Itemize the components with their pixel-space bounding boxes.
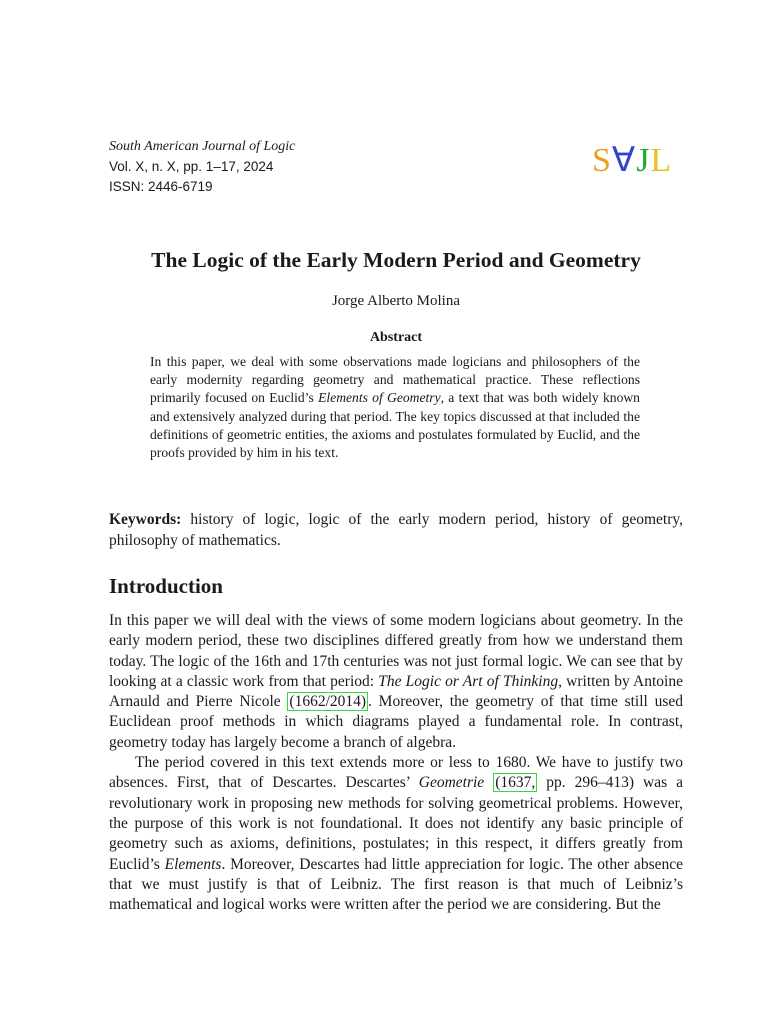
journal-logo [592, 143, 672, 179]
paper-author: Jorge Alberto Molina [331, 293, 461, 309]
introduction-body [109, 611, 683, 915]
journal-name: South American Journal of Logic [109, 139, 296, 154]
journal-header [109, 137, 569, 197]
keywords-text: history of logic, logic of the early modern period, history of geometry, philosophy of mathematics. [109, 511, 683, 549]
paragraph: In this paper we will deal with the views of some modern logicians about geometry. In the early modern period, these two disciplines differed greatly from how we understand them today. The logic of the 16th and 17th centuries was not just formal logic. We can see that by looking at a classic work from that period: The Logic or Art of Thinking, written by Antoine Arnauld and Pierre Nicole (1662/2014) . Moreover, the geometry of that time still used Euclidean proof methods in which diagrams played a fundamental role. In contrast, geometry today has largely become a branch of algebra. [109, 612, 683, 751]
logo-letter-l: L [650, 142, 673, 179]
abstract-text: In this paper, we deal with some observations made logicians and philosophers of the early modernity regarding geometry and mathematical practice. These reflections primarily focused on Euclid’s Elements of Geometry, a text that was both widely known and extensively analyzed during that period. The key topics discussed at that included the definitions of geometric entities, the axioms and postulates formulated by Euclid, and the proofs provided by him in his text. [150, 354, 640, 461]
paragraph: The period covered in this text extends more or less to 1680. We have to justify two absences. First, that of Descartes. Descartes’ Geometrie (1637, pp. 296–413) was a revolutionary work in proposing new methods for solving geometrical problems. However, the purpose of this work is not foundational. It does not identify any basic principle of geometry such as axioms, definitions, postulates; in this respect, it differs greatly from Euclid’s Elements. Moreover, Descartes had little appreciation for logic. The other absence that we must justify is that of Leibniz. The first reason is that much of Leibniz’s mathematical and logical works were written after the period we are considering. But the [109, 754, 683, 914]
logo-letter-j: J [636, 142, 651, 179]
issn: ISSN: 2446-6719 [109, 179, 213, 194]
logo-letter-forall: ∀ [611, 142, 637, 179]
paper-title: The Logic of the Early Modern Period and Geometry [151, 248, 641, 272]
keywords [109, 509, 683, 551]
abstract-heading: Abstract [369, 330, 423, 345]
keywords-label: Keywords: [109, 511, 182, 528]
section-heading-introduction: Introduction [109, 574, 223, 598]
citation-link[interactable]: (1637, [495, 774, 536, 792]
volume-info: Vol. X, n. X, pp. 1–17, 2024 [109, 159, 274, 174]
citation-link[interactable]: (1662/2014) [289, 693, 367, 711]
logo-letter-s: S [592, 142, 612, 179]
